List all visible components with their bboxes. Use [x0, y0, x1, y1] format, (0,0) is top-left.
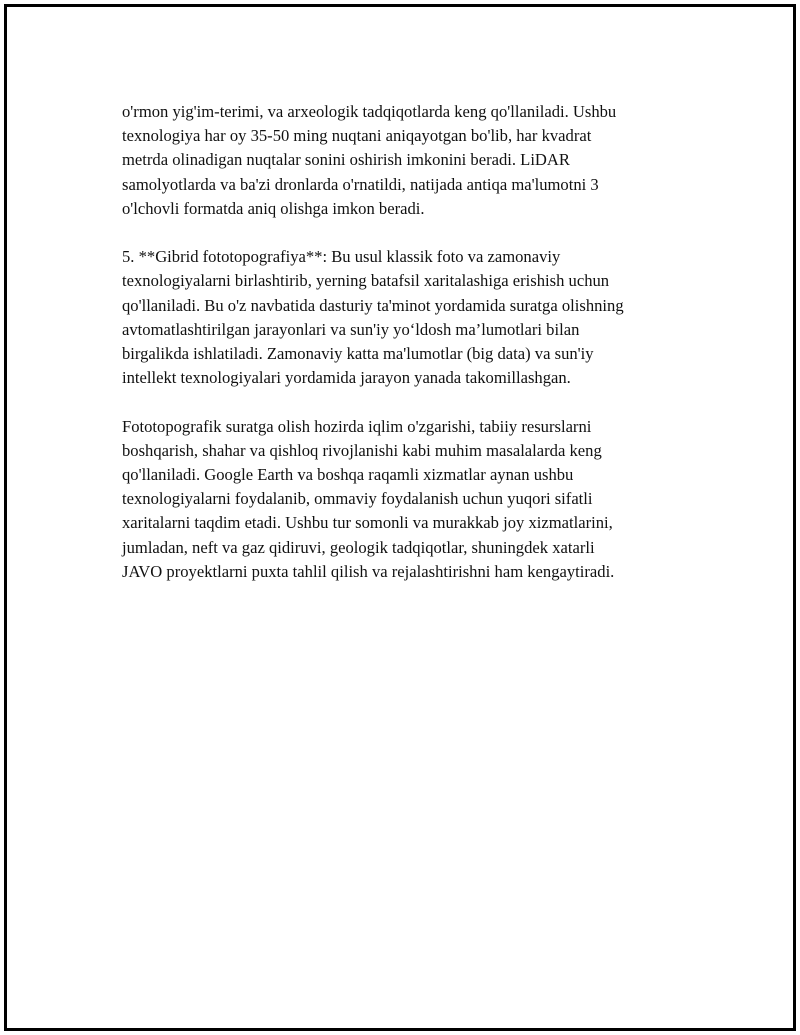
paragraph-lidar-continuation: o'rmon yig'im-terimi, va arxeologik tadqiqotlarda keng qo'llaniladi. Ushbu texnologiya har oy 35-50 ming nuqtani aniqayotgan bo'lib, har kvadrat metrda olinadigan nuqtalar sonini oshirish imkonini beradi. LiDAR samolyotlarda va ba'zi dronlarda o'rnatildi, natijada antiqa ma'lumotni 3 o'lchovli formatda aniq olishga imkon beradi. [122, 102, 617, 218]
paragraph-hybrid-phototopography: 5. **Gibrid fototopografiya**: Bu usul klassik foto va zamonaviy texnologiyalarni birlashtirib, yerning batafsil xaritalashiga erishish uchun qo'llaniladi. Bu o'z navbatida dasturiy ta'minot yordamida suratga olishning avtomatlashtirilgan jarayonlari va sun'iy yo‘ldosh ma’lumotlari bilan birgalikda ishlatiladi. Zamonaviy katta ma'lumotlar (big data) va sun'iy intellekt texnologiyalari yordamida jarayon yanada takomillashgan. [122, 247, 624, 388]
document-body [122, 100, 692, 608]
paragraph-applications: Fototopografik suratga olish hozirda iqlim o'zgarishi, tabiiy resurslarni boshqarish, shahar va qishloq rivojlanishi kabi muhim masalalarda keng qo'llaniladi. Google Earth va boshqa raqamli xizmatlar aynan ushbu texnologiyalarni foydalanib, ommaviy foydalanish uchun yuqori sifatli xaritalarni taqdim etadi. Ushbu tur somonli va murakkab joy xizmatlarini, jumladan, neft va gaz qidiruvi, geologik tadqiqotlar, shuningdek xatarli JAVO proyektlarni puxta tahlil qilish va rejalashtirishni ham kengaytiradi. [122, 416, 615, 581]
page-frame [4, 4, 796, 1031]
